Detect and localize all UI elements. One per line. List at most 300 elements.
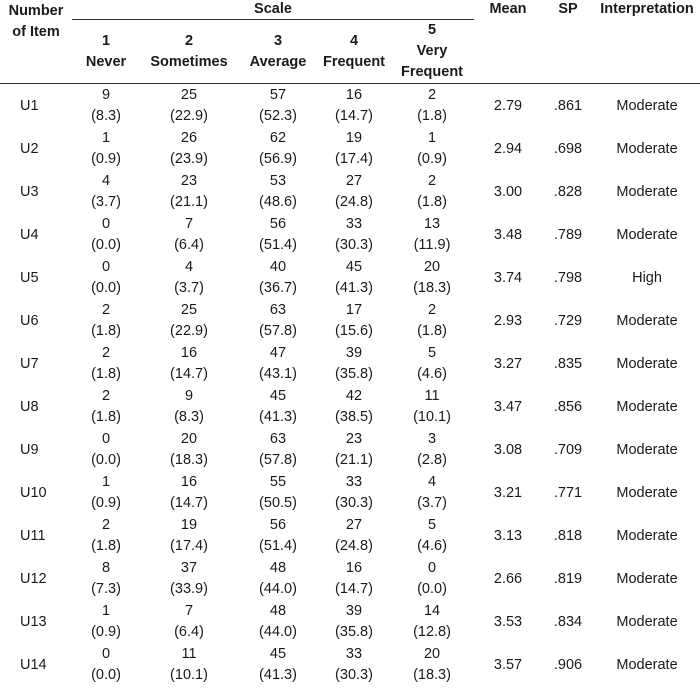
count-value: 4: [101, 172, 111, 189]
table-row: [0, 213, 700, 256]
frequency-cell: [318, 385, 390, 428]
count-value: 2: [101, 301, 111, 318]
mean-value: 3.47: [493, 398, 523, 415]
percent-value: (0.9): [91, 494, 121, 511]
sp-value: .729: [553, 312, 583, 329]
percent-value: (0.0): [91, 236, 121, 253]
sp-value: .906: [553, 656, 583, 673]
sp-value: .856: [553, 398, 583, 415]
percent-value: (14.7): [335, 107, 373, 124]
frequency-cell: [390, 84, 474, 128]
frequency-cell: [318, 256, 390, 299]
count-value: 11: [424, 387, 440, 404]
mean-value: 2.79: [474, 84, 542, 128]
percent-value: (0.0): [91, 279, 121, 296]
count-value: 45: [269, 387, 287, 404]
sp-value: .698: [553, 140, 583, 157]
header-number-of-item: Number of Item: [8, 3, 64, 40]
count-value: 19: [345, 129, 363, 146]
item-code: U4: [20, 226, 39, 243]
percent-value: (18.3): [413, 279, 451, 296]
count-value: 45: [345, 258, 363, 275]
item-code: U13: [20, 613, 47, 630]
count-value: 62: [269, 129, 287, 146]
table-row: [0, 643, 700, 686]
frequency-cell: [390, 299, 474, 342]
count-value: 2: [427, 172, 437, 189]
frequency-cell: [318, 299, 390, 342]
percent-value: (30.3): [335, 494, 373, 511]
percent-value: (1.8): [91, 365, 121, 382]
count-value: 1: [427, 129, 437, 146]
frequency-cell: [72, 600, 140, 643]
percent-value: (35.8): [335, 365, 373, 382]
percent-value: (0.9): [91, 623, 121, 640]
frequency-cell: [390, 428, 474, 471]
frequency-cell: [72, 170, 140, 213]
frequency-cell: [318, 84, 390, 128]
interpretation-value: Moderate: [594, 84, 700, 128]
frequency-cell: [318, 428, 390, 471]
sp-value: .828: [553, 183, 583, 200]
frequency-cell: [238, 256, 318, 299]
item-code: U1: [0, 84, 72, 128]
count-value: 1: [101, 473, 111, 490]
table-row: [0, 428, 700, 471]
count-value: 2: [101, 387, 111, 404]
count-value: 4: [184, 258, 194, 275]
count-value: 9: [184, 387, 194, 404]
count-value: 2: [101, 516, 111, 533]
percent-value: (23.9): [170, 150, 208, 167]
frequency-cell: [72, 342, 140, 385]
percent-value: (18.3): [170, 451, 208, 468]
percent-value: (33.9): [170, 580, 208, 597]
percent-value: (1.8): [91, 537, 121, 554]
frequency-cell: [390, 342, 474, 385]
frequency-cell: [140, 170, 238, 213]
frequency-cell: [140, 600, 238, 643]
mean-value: 2.66: [493, 570, 523, 587]
sp-value: .834: [553, 613, 583, 630]
scale-col-number: 1: [101, 32, 111, 49]
frequency-cell: [318, 514, 390, 557]
frequency-cell: [390, 170, 474, 213]
scale-col-label: Frequent: [322, 53, 386, 70]
frequency-cell: [390, 643, 474, 686]
percent-value: (56.9): [259, 150, 297, 167]
table-row: [0, 557, 700, 600]
mean-value: 2.94: [493, 140, 523, 157]
count-value: 2: [427, 86, 437, 103]
count-value: 0: [101, 645, 111, 662]
count-value: 23: [345, 430, 363, 447]
count-value: 7: [184, 602, 194, 619]
header-sp: SP: [558, 1, 578, 17]
interpretation-value: Moderate: [616, 441, 678, 458]
frequency-cell: [238, 557, 318, 600]
count-value: 33: [345, 473, 363, 490]
percent-value: (50.5): [259, 494, 297, 511]
frequency-cell: [318, 213, 390, 256]
interpretation-value: Moderate: [616, 183, 678, 200]
percent-value: (6.4): [174, 236, 204, 253]
frequency-cell: [72, 471, 140, 514]
percent-value: (43.1): [259, 365, 297, 382]
interpretation-value: Moderate: [616, 613, 678, 630]
table-row: [0, 84, 700, 128]
interpretation-value: Moderate: [616, 355, 678, 372]
count-value: 27: [345, 172, 363, 189]
count-value: 5: [427, 344, 437, 361]
item-code: U12: [20, 570, 47, 587]
header-interpretation: Interpretation: [600, 1, 694, 17]
percent-value: (8.3): [91, 107, 121, 124]
percent-value: (30.3): [335, 236, 373, 253]
frequency-cell: [390, 600, 474, 643]
frequency-cell: [72, 299, 140, 342]
scale-col-label: Sometimes: [150, 53, 228, 70]
count-value: 20: [423, 258, 441, 275]
percent-value: (30.3): [335, 666, 373, 683]
count-value: 16: [180, 344, 198, 361]
count-value: 56: [269, 516, 287, 533]
percent-value: (3.7): [174, 279, 204, 296]
table-row: [0, 342, 700, 385]
frequency-cell: [390, 127, 474, 170]
item-code: U5: [20, 269, 39, 286]
frequency-cell: [140, 514, 238, 557]
percent-value: (3.7): [417, 494, 447, 511]
table-row: [0, 299, 700, 342]
frequency-cell: [140, 84, 238, 128]
header-mean: Mean: [489, 1, 527, 17]
frequency-cell: [318, 471, 390, 514]
frequency-cell: [72, 514, 140, 557]
percent-value: (4.6): [417, 365, 447, 382]
percent-value: (7.3): [91, 580, 121, 597]
count-value: 55: [269, 473, 287, 490]
percent-value: (0.9): [91, 150, 121, 167]
item-code: U2: [20, 140, 39, 157]
mean-value: 3.00: [493, 183, 523, 200]
percent-value: (14.7): [170, 494, 208, 511]
count-value: 20: [423, 645, 441, 662]
frequency-cell: [238, 428, 318, 471]
interpretation-value: Moderate: [616, 570, 678, 587]
frequency-cell: [72, 256, 140, 299]
frequency-cell: [238, 170, 318, 213]
count-value: 47: [269, 344, 287, 361]
interpretation-value: Moderate: [616, 398, 678, 415]
percent-value: (24.8): [335, 193, 373, 210]
header-scale-col: [390, 20, 474, 84]
count-value: 27: [345, 516, 363, 533]
frequency-cell: [390, 385, 474, 428]
count-value: 1: [101, 129, 111, 146]
percent-value: (14.7): [335, 580, 373, 597]
item-code: U10: [20, 484, 47, 501]
frequency-cell: [318, 557, 390, 600]
percent-value: (0.0): [91, 451, 121, 468]
mean-value: 3.21: [493, 484, 523, 501]
percent-value: (0.0): [91, 666, 121, 683]
percent-value: (38.5): [335, 408, 373, 425]
item-code: U14: [20, 656, 47, 673]
frequency-cell: [140, 428, 238, 471]
count-value: 14: [423, 602, 441, 619]
frequency-cell: [72, 127, 140, 170]
frequency-cell: [140, 385, 238, 428]
count-value: 25: [180, 86, 198, 103]
count-value: 42: [345, 387, 363, 404]
percent-value: (17.4): [170, 537, 208, 554]
frequency-cell: [390, 213, 474, 256]
percent-value: (41.3): [259, 666, 297, 683]
interpretation-value: Moderate: [616, 140, 678, 157]
percent-value: (57.8): [259, 322, 297, 339]
percent-value: (15.6): [335, 322, 373, 339]
table-row: [0, 385, 700, 428]
mean-value: 3.57: [493, 656, 523, 673]
frequency-cell: [140, 557, 238, 600]
scale-col-label: Average: [249, 53, 307, 70]
percent-value: (11.9): [413, 236, 451, 253]
percent-value: (17.4): [335, 150, 373, 167]
percent-value: (8.3): [174, 408, 204, 425]
count-value: 11: [181, 645, 197, 662]
count-value: 2: [427, 301, 437, 318]
scale-col-number: 2: [184, 32, 194, 49]
percent-value: (41.3): [335, 279, 373, 296]
percent-value: (22.9): [170, 107, 208, 124]
count-value: 33: [345, 215, 363, 232]
item-code: U11: [20, 527, 46, 544]
count-value: 26: [180, 129, 198, 146]
sp-value: .818: [553, 527, 583, 544]
frequency-cell: [238, 299, 318, 342]
frequency-cell: [390, 514, 474, 557]
frequency-cell: [238, 127, 318, 170]
percent-value: (44.0): [259, 580, 297, 597]
table-row: [0, 600, 700, 643]
count-value: 13: [423, 215, 441, 232]
count-value: 0: [427, 559, 437, 576]
count-value: 37: [180, 559, 198, 576]
count-value: 20: [180, 430, 198, 447]
percent-value: (57.8): [259, 451, 297, 468]
percent-value: (18.3): [413, 666, 451, 683]
frequency-cell: [140, 299, 238, 342]
frequency-cell: [390, 256, 474, 299]
count-value: 0: [101, 258, 111, 275]
frequency-cell: [72, 557, 140, 600]
frequency-cell: [72, 213, 140, 256]
frequency-cell: [140, 471, 238, 514]
item-code: U3: [20, 183, 39, 200]
frequency-cell: [72, 643, 140, 686]
frequency-cell: [238, 471, 318, 514]
scale-col-label: Never: [85, 53, 127, 70]
percent-value: (2.8): [417, 451, 447, 468]
percent-value: (35.8): [335, 623, 373, 640]
table-row: [0, 127, 700, 170]
percent-value: (10.1): [413, 408, 451, 425]
mean-value: 3.53: [493, 613, 523, 630]
frequency-cell: [238, 385, 318, 428]
frequency-cell: [318, 342, 390, 385]
count-value: 2: [101, 344, 111, 361]
count-value: 23: [180, 172, 198, 189]
count-value: 17: [345, 301, 363, 318]
percent-value: (22.9): [170, 322, 208, 339]
header-scale-col: [238, 20, 318, 84]
percent-value: (1.8): [417, 107, 447, 124]
percent-value: (10.1): [170, 666, 208, 683]
frequency-cell: [318, 600, 390, 643]
scale-col-number: 4: [349, 32, 359, 49]
mean-value: 3.48: [493, 226, 523, 243]
frequency-cell: [318, 643, 390, 686]
sp-value: .819: [553, 570, 583, 587]
scale-col-label: Very Frequent: [400, 43, 464, 80]
table-row: [0, 471, 700, 514]
header-scale-col: [72, 20, 140, 84]
sp-value: .771: [553, 484, 583, 501]
frequency-cell: [72, 428, 140, 471]
sp-value: .789: [553, 226, 583, 243]
percent-value: (21.1): [170, 193, 208, 210]
count-value: 45: [269, 645, 287, 662]
count-value: 33: [345, 645, 363, 662]
percent-value: (3.7): [91, 193, 121, 210]
count-value: 63: [269, 430, 287, 447]
frequency-cell: [238, 600, 318, 643]
count-value: 56: [269, 215, 287, 232]
frequency-cell: [238, 213, 318, 256]
count-value: 16: [345, 559, 363, 576]
item-code: U9: [20, 441, 39, 458]
frequency-cell: [140, 127, 238, 170]
count-value: 0: [101, 215, 111, 232]
sp-value: .709: [553, 441, 583, 458]
percent-value: (24.8): [335, 537, 373, 554]
interpretation-value: Moderate: [616, 484, 678, 501]
count-value: 8: [101, 559, 111, 576]
percent-value: (14.7): [170, 365, 208, 382]
percent-value: (0.0): [417, 580, 447, 597]
count-value: 19: [180, 516, 198, 533]
sp-value: .835: [553, 355, 583, 372]
count-value: 16: [180, 473, 198, 490]
frequency-cell: [390, 471, 474, 514]
table-row: [0, 514, 700, 557]
count-value: 1: [101, 602, 111, 619]
frequency-cell: [318, 127, 390, 170]
frequency-cell: [238, 84, 318, 128]
percent-value: (51.4): [259, 537, 297, 554]
sp-value: .861: [542, 84, 594, 128]
interpretation-value: High: [632, 269, 662, 286]
mean-value: 3.74: [493, 269, 523, 286]
count-value: 16: [345, 86, 363, 103]
count-value: 4: [427, 473, 437, 490]
frequency-cell: [238, 342, 318, 385]
interpretation-value: Moderate: [616, 226, 678, 243]
percent-value: (6.4): [174, 623, 204, 640]
item-code: U7: [20, 355, 39, 372]
percent-value: (1.8): [417, 322, 447, 339]
header-scale: Scale: [72, 0, 474, 20]
count-value: 57: [269, 86, 287, 103]
count-value: 9: [101, 86, 111, 103]
mean-value: 3.27: [493, 355, 523, 372]
percent-value: (48.6): [259, 193, 297, 210]
percent-value: (51.4): [259, 236, 297, 253]
count-value: 48: [269, 559, 287, 576]
count-value: 39: [345, 602, 363, 619]
frequency-cell: [140, 342, 238, 385]
frequency-cell: [140, 643, 238, 686]
sp-value: .798: [553, 269, 583, 286]
percent-value: (1.8): [91, 322, 121, 339]
percent-value: (41.3): [259, 408, 297, 425]
interpretation-value: Moderate: [616, 527, 678, 544]
frequency-cell: [318, 170, 390, 213]
frequency-cell: [140, 213, 238, 256]
frequency-cell: [72, 385, 140, 428]
table-row: [0, 256, 700, 299]
count-value: 0: [101, 430, 111, 447]
item-code: U6: [20, 312, 39, 329]
count-value: 25: [180, 301, 198, 318]
frequency-cell: [390, 557, 474, 600]
percent-value: (44.0): [259, 623, 297, 640]
percent-value: (21.1): [335, 451, 373, 468]
count-value: 48: [269, 602, 287, 619]
percent-value: (1.8): [417, 193, 447, 210]
count-value: 40: [269, 258, 287, 275]
count-value: 7: [184, 215, 194, 232]
count-value: 3: [427, 430, 437, 447]
mean-value: 3.08: [493, 441, 523, 458]
mean-value: 2.93: [493, 312, 523, 329]
count-value: 53: [269, 172, 287, 189]
frequency-cell: [238, 514, 318, 557]
frequency-cell: [72, 84, 140, 128]
count-value: 5: [427, 516, 437, 533]
item-code: U8: [20, 398, 39, 415]
mean-value: 3.13: [493, 527, 523, 544]
percent-value: (12.8): [413, 623, 451, 640]
frequency-cell: [140, 256, 238, 299]
header-scale-col: [140, 20, 238, 84]
interpretation-value: Moderate: [616, 312, 678, 329]
scale-col-number: 5: [427, 22, 437, 38]
table-row: [0, 170, 700, 213]
percent-value: (52.3): [259, 107, 297, 124]
count-value: 39: [345, 344, 363, 361]
scale-col-number: 3: [273, 32, 283, 49]
count-value: 63: [269, 301, 287, 318]
percent-value: (36.7): [259, 279, 297, 296]
percent-value: (0.9): [417, 150, 447, 167]
interpretation-value: Moderate: [616, 656, 678, 673]
percent-value: (4.6): [417, 537, 447, 554]
frequency-cell: [238, 643, 318, 686]
header-scale-col: [318, 20, 390, 84]
percent-value: (1.8): [91, 408, 121, 425]
